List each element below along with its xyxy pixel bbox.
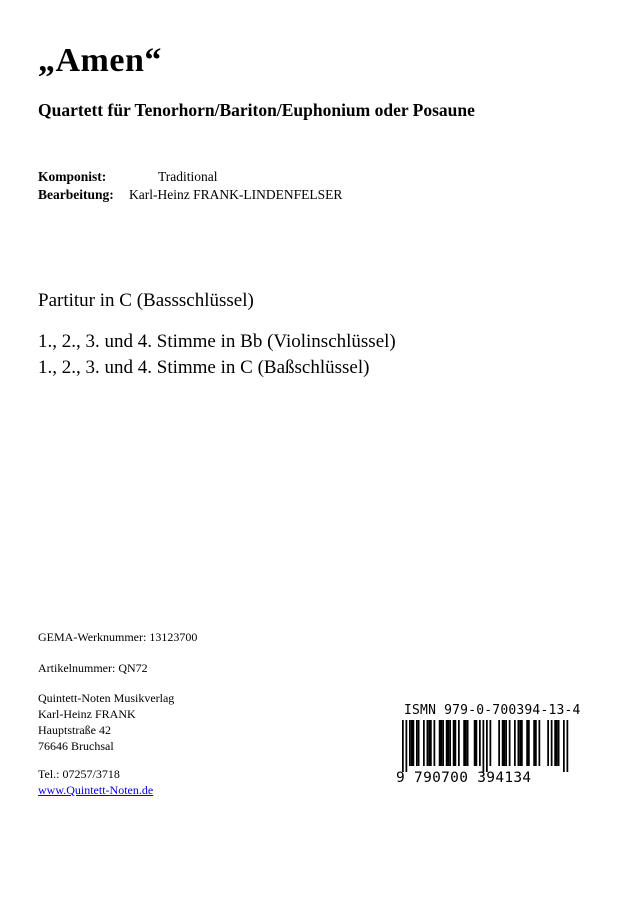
barcode-bar xyxy=(427,720,429,766)
barcode-bar xyxy=(476,720,478,766)
barcode-bar xyxy=(465,720,467,766)
arranger-row xyxy=(38,186,342,204)
credits-block xyxy=(38,168,342,204)
barcode-bar xyxy=(430,720,432,766)
publisher-website-link[interactable]: www.Quintett-Noten.de xyxy=(38,783,154,797)
publisher-phone: Tel.: 07257/3718 xyxy=(38,767,120,781)
barcode-bar xyxy=(486,720,488,772)
barcode-bar xyxy=(402,720,404,772)
barcode-bar xyxy=(535,720,537,766)
barcode-bar xyxy=(558,720,560,766)
barcode-bar xyxy=(463,720,465,766)
barcode-bar xyxy=(442,720,444,766)
barcode-bar xyxy=(547,720,549,766)
barcode-bar xyxy=(455,720,457,766)
publisher-address xyxy=(38,690,174,754)
composer-row xyxy=(38,168,342,186)
barcode-bar xyxy=(521,720,523,766)
score-part-line: Partitur in C (Bassschlüssel) xyxy=(38,290,254,311)
publisher-person: Karl-Heinz FRANK xyxy=(38,707,136,721)
arranger-value: Karl-Heinz FRANK-LINDENFELSER xyxy=(129,187,343,202)
barcode-bar xyxy=(509,720,511,766)
barcode-bar xyxy=(467,720,469,766)
page-subtitle: Quartett für Tenorhorn/Bariton/Euphonium oder Posaune xyxy=(38,100,475,120)
barcode-digits: 9 790700 394134 xyxy=(396,770,532,786)
article-number: Artikelnummer: QN72 xyxy=(38,661,148,675)
barcode-bar xyxy=(519,720,521,766)
barcode-bar xyxy=(498,720,500,766)
barcode-bar xyxy=(409,720,411,766)
barcode-bar xyxy=(423,720,425,766)
barcode-bar xyxy=(502,720,504,766)
barcode-bar xyxy=(556,720,558,766)
contact-block xyxy=(38,766,153,798)
page-title: „Amen“ xyxy=(38,42,162,79)
barcode-bar xyxy=(446,720,448,766)
barcode-bar xyxy=(528,720,530,766)
barcode-bar xyxy=(406,720,408,772)
barcode-bar xyxy=(551,720,553,766)
barcode-bar xyxy=(514,720,516,766)
barcode-bar xyxy=(434,720,436,766)
barcode-bar xyxy=(411,720,413,766)
barcode-image xyxy=(396,720,572,772)
barcode-bar xyxy=(533,720,535,766)
barcode-bar xyxy=(505,720,507,766)
barcode-bar xyxy=(539,720,541,766)
barcode-bar xyxy=(490,720,492,766)
composer-value: Traditional xyxy=(158,169,218,184)
publisher-street: Hauptstraße 42 xyxy=(38,723,111,737)
publisher-name: Quintett-Noten Musikverlag xyxy=(38,691,175,705)
arranger-label: Bearbeitung: xyxy=(38,187,114,202)
voices-bb-line: 1., 2., 3. und 4. Stimme in Bb (Violinschlüssel) xyxy=(38,331,396,352)
barcode-bar xyxy=(504,720,506,766)
barcode-bar xyxy=(416,720,418,766)
barcode-bar xyxy=(453,720,455,766)
ismn-label: ISMN 979-0-700394-13-4 xyxy=(404,703,581,718)
barcode-bar xyxy=(428,720,430,766)
barcode-bar xyxy=(448,720,450,766)
barcode-bar xyxy=(474,720,476,766)
composer-label: Komponist: xyxy=(38,169,107,184)
barcode-bar xyxy=(479,720,481,766)
barcode-bar xyxy=(441,720,443,766)
publisher-city: 76646 Bruchsal xyxy=(38,739,114,753)
barcode-bar xyxy=(567,720,569,772)
barcode-bar xyxy=(483,720,485,772)
voices-c-line: 1., 2., 3. und 4. Stimme in C (Baßschlüssel) xyxy=(38,357,370,378)
barcode-bar xyxy=(518,720,520,766)
voices-block xyxy=(38,329,396,381)
barcode-bar xyxy=(418,720,420,766)
gema-number: GEMA-Werknummer: 13123700 xyxy=(38,630,198,644)
barcode-bar xyxy=(458,720,460,766)
barcode-bar xyxy=(439,720,441,766)
barcode-bar xyxy=(526,720,528,766)
barcode-bar xyxy=(563,720,565,772)
barcode-bar xyxy=(449,720,451,766)
barcode-bar xyxy=(554,720,556,766)
barcode-bar xyxy=(413,720,415,766)
